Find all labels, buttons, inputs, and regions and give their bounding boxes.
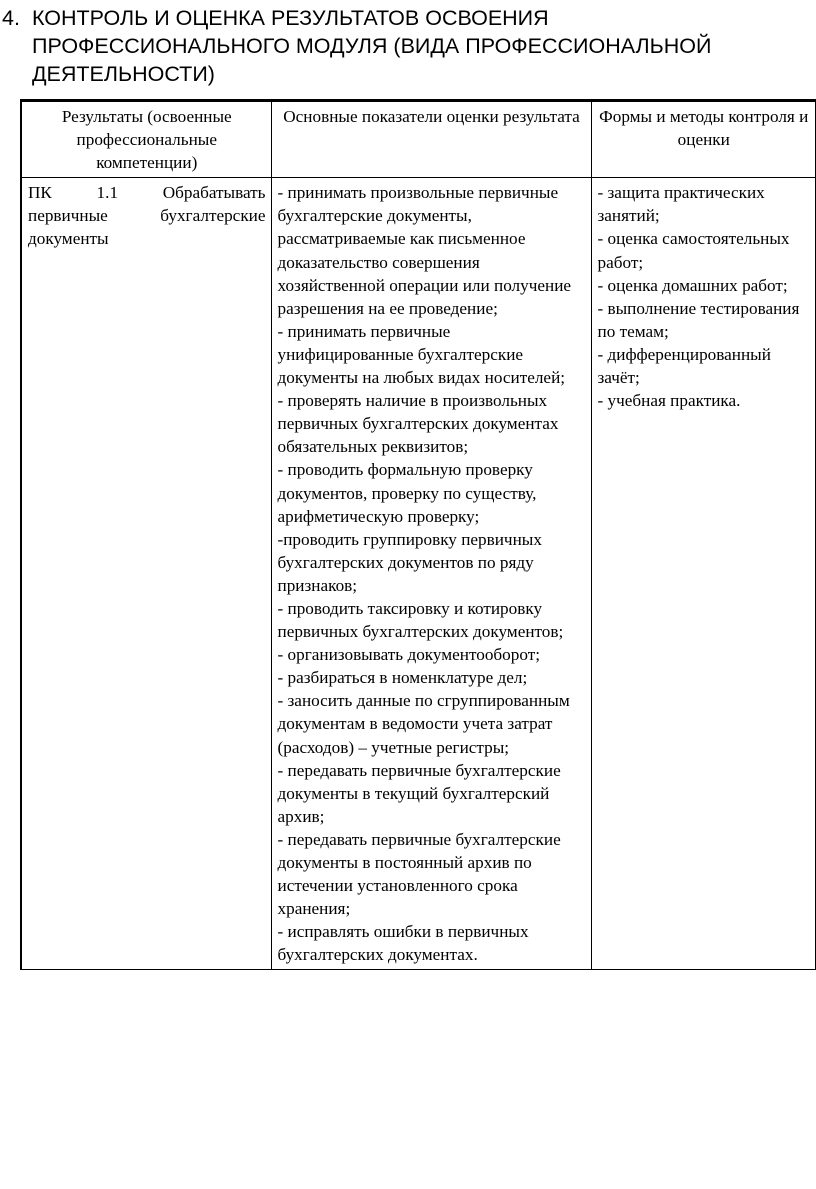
- list-item: - принимать произвольные первичные бухгалтерские документы, рассматриваемые как письменное доказательство совершения хозяйственной операции или получение разрешения на ее проведение;: [277, 183, 572, 318]
- methods-list: [598, 181, 811, 412]
- list-item: - оценка домашних работ;: [597, 275, 788, 295]
- indicators-list: [278, 181, 586, 966]
- list-item: -проводить группировку первичных бухгалтерских документов по ряду признаков;: [277, 529, 542, 595]
- list-item: - разбираться в номенклатуре дел;: [277, 668, 528, 688]
- list-item: - оценка самостоятельных работ;: [597, 229, 790, 272]
- list-item: - проверять наличие в произвольных первичных бухгалтерских документах обязательных реквизитов;: [277, 391, 559, 457]
- competence-cell: [21, 178, 271, 970]
- table-header-row: [21, 101, 816, 178]
- section-number: 4.: [2, 6, 20, 30]
- list-item: - заносить данные по сгруппированным документам в ведомости учета затрат (расходов) – учетные регистры;: [277, 691, 570, 757]
- indicators-cell: [271, 178, 591, 970]
- list-item: - учебная практика.: [597, 391, 741, 411]
- assessment-table: [20, 99, 816, 970]
- list-item: - организовывать документооборот;: [277, 645, 541, 665]
- header-methods: Формы и методы контроля и оценки: [591, 101, 816, 178]
- methods-cell: [591, 178, 816, 970]
- list-item: - проводить формальную проверку документов, проверку по существу, арифметическую проверку;: [277, 460, 537, 526]
- section-title: КОНТРОЛЬ И ОЦЕНКА РЕЗУЛЬТАТОВ ОСВОЕНИЯ ПРОФЕССИОНАЛЬНОГО МОДУЛЯ (ВИДА ПРОФЕССИОНАЛЬНОЙ ДЕЯТЕЛЬНОСТИ): [32, 6, 712, 86]
- header-indicators: Основные показатели оценки результата: [271, 101, 591, 178]
- list-item: - выполнение тестирования по темам;: [597, 298, 800, 341]
- list-item: - проводить таксировку и котировку первичных бухгалтерских документов;: [277, 598, 564, 642]
- list-item: - принимать первичные унифицированные бухгалтерские документы на любых видах носителей;: [277, 321, 566, 388]
- header-results: Результаты (освоенные профессиональные компетенции): [21, 101, 271, 178]
- list-item: - передавать первичные бухгалтерские документы в постоянный архив по истечении установленного срока хранения;: [277, 829, 561, 919]
- competence-text: ПК 1.1 Обрабатывать первичные бухгалтерские документы: [28, 183, 266, 249]
- table-row: [21, 178, 816, 970]
- list-item: - исправлять ошибки в первичных бухгалтерских документах.: [277, 922, 529, 965]
- section-heading: [2, 4, 802, 88]
- list-item: - защита практических занятий;: [597, 183, 765, 226]
- list-item: - передавать первичные бухгалтерские документы в текущий бухгалтерский архив;: [277, 760, 561, 826]
- list-item: - дифференцированный зачёт;: [597, 344, 771, 388]
